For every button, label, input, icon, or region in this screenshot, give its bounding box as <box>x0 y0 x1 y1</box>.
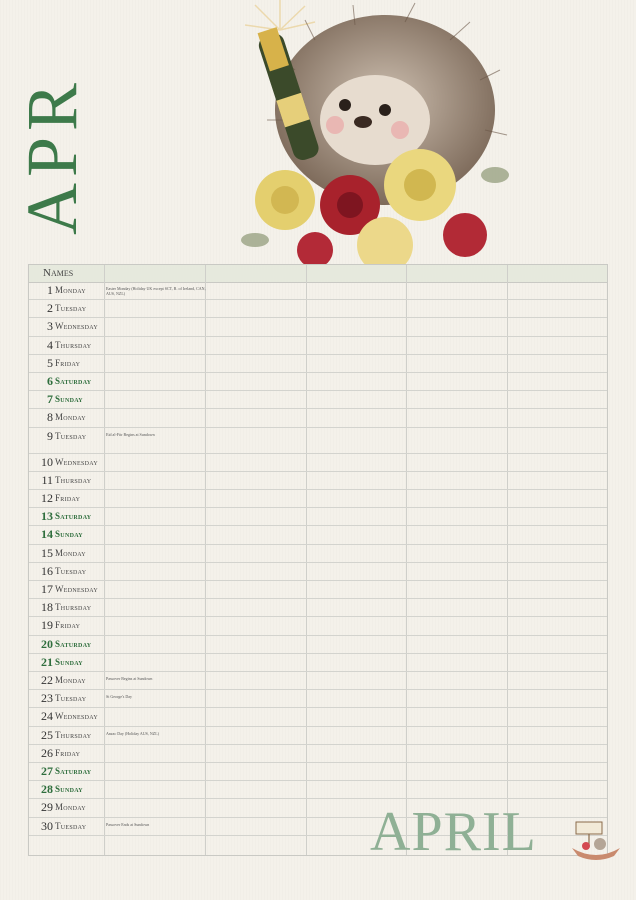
day-number: 16 <box>41 563 53 578</box>
day-name: Monday <box>55 412 86 423</box>
day-name: Sunday <box>55 784 83 795</box>
day-name: Wednesday <box>55 711 98 722</box>
day-number: 17 <box>41 582 53 596</box>
day-name: Saturday <box>55 638 92 649</box>
event-note: Eid al-Fitr Begins at Sundown <box>106 431 155 437</box>
day-name: Monday <box>55 802 86 813</box>
day-number: 7 <box>47 392 53 407</box>
day-number: 13 <box>41 509 53 524</box>
day-row <box>29 355 607 373</box>
event-note: St George's Day <box>106 694 132 700</box>
day-row <box>29 599 607 617</box>
day-number: 3 <box>47 319 53 334</box>
day-name: Thursday <box>55 729 92 740</box>
day-name: Tuesday <box>55 565 87 576</box>
day-number: 20 <box>41 636 53 651</box>
day-number: 14 <box>41 527 53 542</box>
day-number: 22 <box>41 673 53 687</box>
day-number: 21 <box>41 654 53 669</box>
day-name: Friday <box>55 357 81 368</box>
birthday-calendar-grid <box>28 264 608 856</box>
day-row <box>29 745 607 763</box>
day-number: 11 <box>41 472 53 487</box>
day-row <box>29 391 607 409</box>
day-name: Tuesday <box>55 693 87 704</box>
day-number: 10 <box>41 454 53 469</box>
day-number: 4 <box>47 337 53 352</box>
day-row <box>29 617 607 635</box>
day-row <box>29 545 607 563</box>
event-note: Anzac Day (Holiday AUS, NZL) <box>106 730 159 736</box>
day-name: Wednesday <box>55 584 98 594</box>
day-name: Monday <box>55 285 86 295</box>
day-number: 25 <box>41 727 53 742</box>
day-number: 8 <box>47 410 53 425</box>
day-number: 24 <box>41 709 53 724</box>
hedgehog-illustration <box>195 0 535 270</box>
day-row <box>29 472 607 490</box>
day-name: Friday <box>55 747 81 758</box>
day-number: 15 <box>41 545 53 560</box>
day-row <box>29 781 607 799</box>
day-row <box>29 282 607 300</box>
day-name: Friday <box>55 620 81 631</box>
day-row <box>29 763 607 781</box>
day-row <box>29 690 607 708</box>
day-name: Thursday <box>55 339 92 350</box>
day-row <box>29 454 607 472</box>
day-row <box>29 409 607 427</box>
day-name: Sunday <box>55 656 83 667</box>
day-name: Tuesday <box>55 820 87 831</box>
names-header-row <box>29 265 607 283</box>
day-row <box>29 508 607 526</box>
day-name: Monday <box>55 547 86 558</box>
event-note: Easter Monday (Holiday UK except SCT, R. of Ireland, CAN, AUS, NZL) <box>106 286 206 296</box>
day-name: Sunday <box>55 529 83 540</box>
month-title: APRIL <box>370 801 537 863</box>
day-number: 19 <box>41 618 53 633</box>
day-name: Saturday <box>55 511 92 522</box>
day-number: 2 <box>47 301 53 316</box>
day-name: Tuesday <box>55 303 87 314</box>
day-row <box>29 337 607 355</box>
day-number: 26 <box>41 745 53 760</box>
day-row <box>29 300 607 318</box>
event-note: Passover Ends at Sundown <box>106 821 150 827</box>
day-name: Sunday <box>55 394 83 405</box>
day-number: 28 <box>41 782 53 797</box>
day-name: Wednesday <box>55 456 98 467</box>
event-note: Passover Begins at Sundown <box>106 676 153 681</box>
day-name: Wednesday <box>55 321 98 332</box>
day-number: 18 <box>41 600 53 615</box>
day-row <box>29 581 607 599</box>
mouse-boat-icon <box>570 818 622 866</box>
month-abbrev-vertical: APR <box>12 76 92 236</box>
day-row <box>29 563 607 581</box>
day-number: 12 <box>41 491 53 505</box>
day-number: 29 <box>41 800 53 815</box>
day-name: Friday <box>55 493 81 503</box>
day-name: Thursday <box>55 474 92 485</box>
day-row <box>29 373 607 391</box>
day-name: Saturday <box>55 376 92 386</box>
day-name: Tuesday <box>55 430 87 441</box>
day-row <box>29 708 607 726</box>
day-name: Monday <box>55 675 86 685</box>
day-row <box>29 636 607 654</box>
day-row <box>29 526 607 544</box>
day-name: Saturday <box>55 766 92 776</box>
day-number: 27 <box>41 764 53 778</box>
day-row <box>29 672 607 690</box>
day-row <box>29 428 607 454</box>
day-name: Thursday <box>55 602 92 613</box>
day-number: 1 <box>47 283 53 297</box>
day-row <box>29 318 607 336</box>
day-row <box>29 727 607 745</box>
day-number: 9 <box>47 428 53 443</box>
day-number: 5 <box>47 355 53 370</box>
day-row <box>29 654 607 672</box>
names-header-label: Names <box>43 267 74 279</box>
day-number: 23 <box>41 691 53 706</box>
day-number: 6 <box>47 374 53 388</box>
day-row <box>29 490 607 508</box>
day-number: 30 <box>41 818 53 833</box>
